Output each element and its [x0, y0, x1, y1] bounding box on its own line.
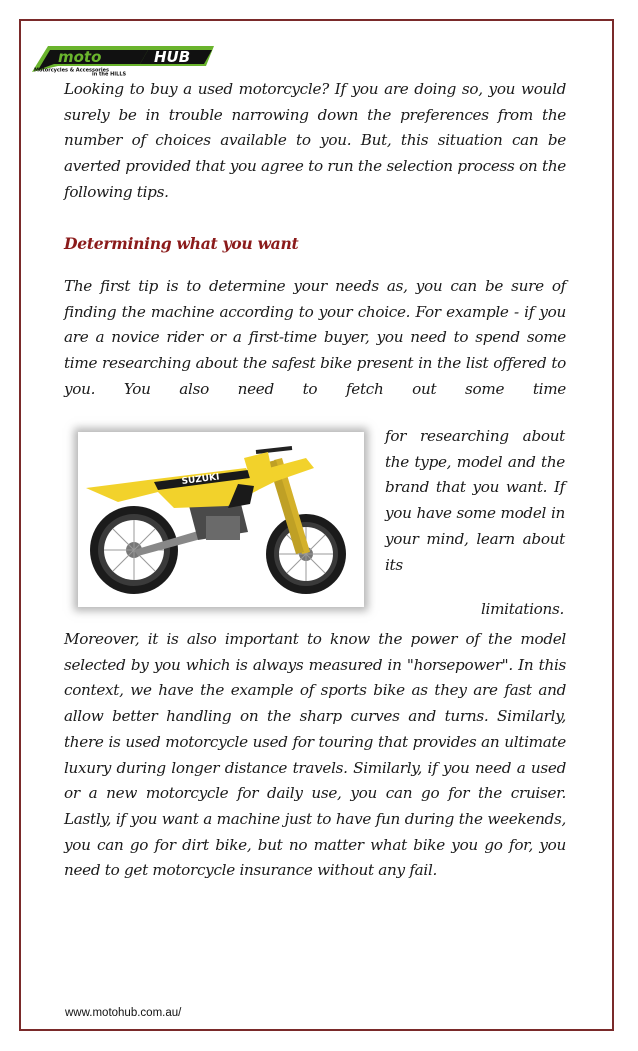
paragraph-horsepower: Moreover, it is also important to know the power of the model selected by you which is always measured in "horsepower". In this context, we have the example of sports bike as they are fast and allow better handling on the sharp curves and turns. Similarly, there is used motorcycle used for touring that provides an ultimate luxury during longer distance travels. Similarly, if you need a used or a new motorcycle for daily use, you can go for the cruiser. Lastly, if you want a machine just to have fun during the weekends, you can go for dirt bike, but no matter what bike you go for, you need to get motorcycle insurance without any fail.: [64, 630, 566, 880]
dirt-bike-illustration: [78, 432, 364, 607]
section-heading: Determining what you want: [64, 234, 299, 253]
footer-url[interactable]: www.motohub.com.au/: [65, 1007, 182, 1019]
svg-text:SUZUKI: SUZUKI: [181, 472, 221, 487]
svg-text:moto: moto: [58, 48, 102, 66]
svg-text:in the HILLS: in the HILLS: [92, 71, 127, 76]
motohub-logo[interactable]: [28, 42, 218, 76]
motorcycle-image: [78, 432, 364, 607]
svg-text:HUB: HUB: [154, 48, 191, 66]
paragraph-needs-wrap: for researching about the type, model and the brand that you want. If you have some model in your mind, learn about its: [385, 427, 565, 574]
paragraph-needs-end: limitations.: [480, 600, 564, 618]
intro-paragraph: Looking to buy a used motorcycle? If you are doing so, you would surely be in trouble narrowing down the preferences from the number of choices available to you. But, this situation can be averted provided that you agree to run the selection process on the following tips.: [64, 80, 566, 201]
svg-text:Motorcycles & Accessories: Motorcycles & Accessories: [34, 67, 109, 74]
paragraph-needs: The first tip is to determine your needs as, you can be sure of finding the machine according to your choice. For example - if you are a novice rider or a first-time buyer, you need to spend some time researching about the safest bike present in the list offered to you. You also need to fetch out some time: [64, 277, 566, 398]
